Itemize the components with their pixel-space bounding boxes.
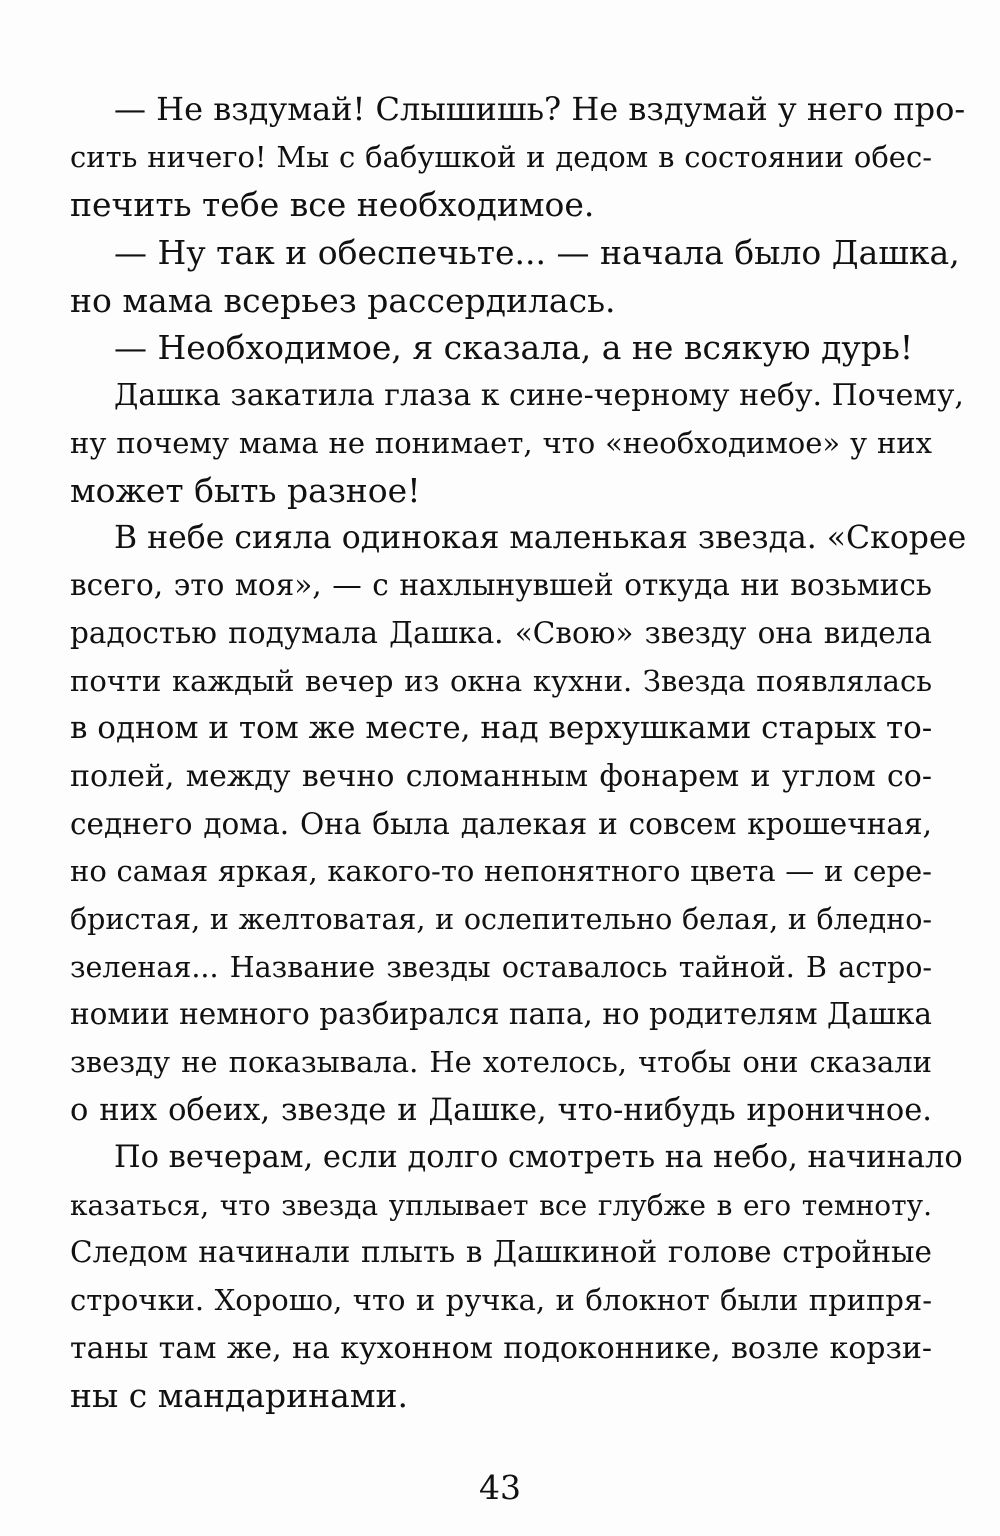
- text-line: строчки. Хорошо, что и ручка, и блокнот были припря-: [70, 1283, 932, 1318]
- text-line: Следом начинали плыть в Дашкиной голове стройные: [70, 1235, 932, 1270]
- text-line: в одном и том же месте, над верхушками старых то-: [70, 710, 933, 747]
- text-line: казаться, что звезда уплывает все глубже в его темноту.: [70, 1188, 932, 1222]
- text-line: В небе сияла одинокая маленькая звезда. «Скорее: [114, 519, 967, 556]
- text-line: почти каждый вечер из окна кухни. Звезда появлялась: [70, 663, 932, 698]
- text-line: номии немного разбирался папа, но родителям Дашка: [70, 997, 932, 1032]
- page-number: 43: [479, 1468, 521, 1507]
- text-line: таны там же, на кухонном подоконнике, возле корзи-: [70, 1330, 932, 1366]
- text-line: может быть разное!: [70, 471, 421, 511]
- text-line: звезду не показывала. Не хотелось, чтобы они сказали: [70, 1044, 932, 1079]
- text-line: ну почему мама не понимает, что «необходимое» у них: [70, 425, 932, 460]
- text-line: полей, между вечно сломанным фонарем и углом со-: [70, 759, 932, 794]
- text-line: седнего дома. Она была далекая и совсем крошечная,: [70, 806, 932, 841]
- text-line: всего, это моя», — с нахлынувшей откуда ни возьмись: [70, 568, 932, 603]
- text-line: ны с мандаринами.: [70, 1376, 408, 1416]
- text-line: — Ну так и обеспечьте... — начала было Дашка,: [114, 232, 960, 272]
- text-line: По вечерам, если долго смотреть на небо, начинало: [114, 1140, 963, 1176]
- text-line: сить ничего! Мы с бабушкой и дедом в состоянии обес-: [70, 139, 932, 174]
- text-line: но мама всерьез рассердилась.: [70, 280, 616, 320]
- text-line: — Необходимое, я сказала, а не всякую дурь!: [114, 328, 914, 368]
- text-line: о них обеих, звезде и Дашке, что-нибудь ироничное.: [70, 1092, 932, 1128]
- text-line: Дашка закатила глаза к сине-черному небу. Почему,: [114, 377, 964, 413]
- text-line: радостью подумала Дашка. «Свою» звезду она видела: [70, 616, 932, 651]
- text-line: зеленая... Название звезды оставалось тайной. В астро-: [70, 950, 932, 984]
- text-line: бристая, и желтоватая, и ослепительно белая, и бледно-: [70, 902, 932, 936]
- text-line: — Не вздумай! Слышишь? Не вздумай у него про-: [114, 90, 966, 128]
- text-line: но самая яркая, какого-то непонятного цвета — и сере-: [70, 854, 932, 889]
- text-line: печить тебе все необходимое.: [70, 185, 595, 225]
